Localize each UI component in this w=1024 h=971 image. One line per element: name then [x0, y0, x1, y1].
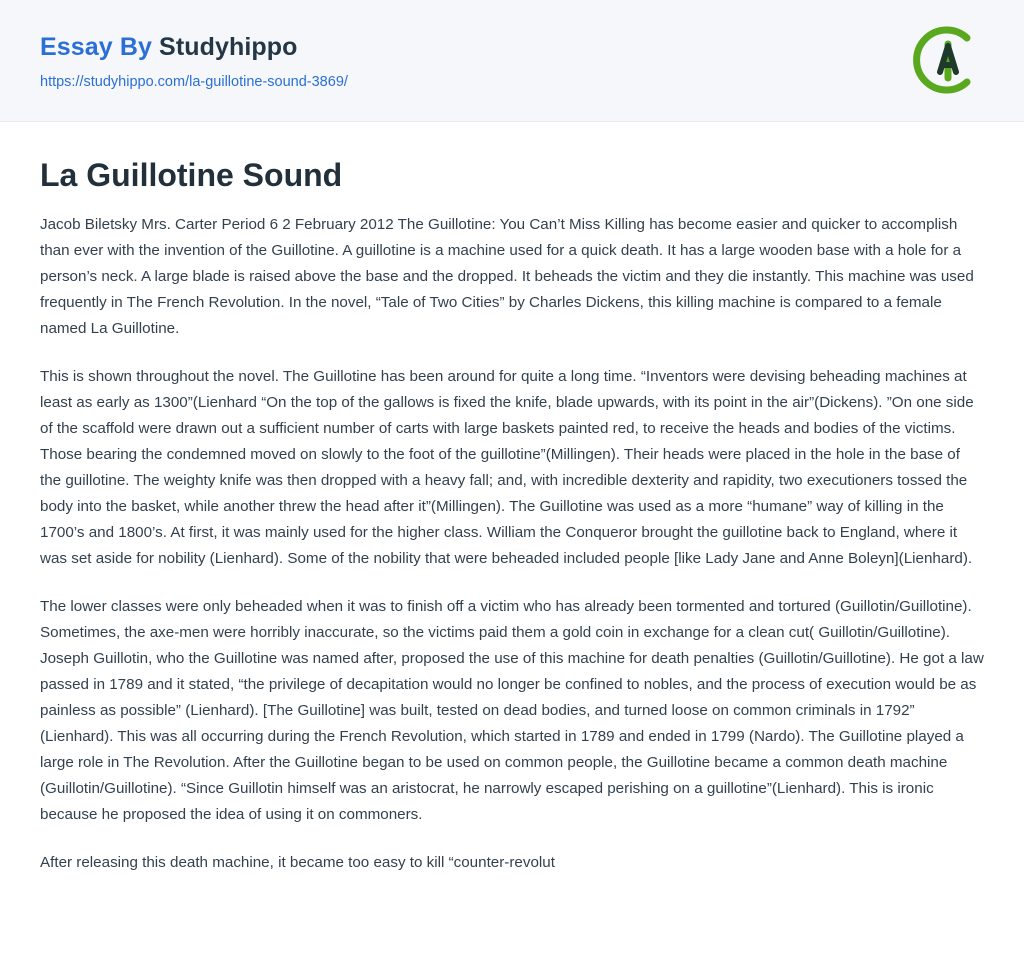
paragraph: The lower classes were only beheaded when it was to finish off a victim who has already been tormented and tortured (Guillotin/Guillotine). Sometimes, the axe-men were horribly inaccurate, so the victims paid them a gold coin in exchange for a clean cut( Guillotin/Guillotine). Joseph Guillotin, who the Guillotine was named after, proposed the use of this machine for death penalties (Guillotin/Guillotine). He got a law passed in 1789 and it stated, “the privilege of decapitation would no longer be confined to nobles, and the process of execution would be as painless as possible” (Lienhard). [The Guillotine] was built, tested on dead bodies, and turned loose on common criminals in 1792” (Lienhard). This was all occurring during the French Revolution, which started in 1789 and ended in 1799 (Nardo). The Guillotine played a large role in The Revolution. After the Guillotine began to be used on common people, the Guillotine became a common death machine (Guillotin/Guillotine). “Since Guillotin himself was an aristocrat, he narrowly escaped perishing on a guillotine”(Lienhard). This is ironic because he proposed the idea of using it on commoners.	[40, 598, 984, 824]
paragraph: Jacob Biletsky Mrs. Carter Period 6 2 February 2012 The Guillotine: You Can’t Miss Killing has become easier and quicker to accomplish than ever with the invention of the Guillotine. A guillotine is a machine used for a quick death. It has a large wooden base with a hole for a person’s neck. A large blade is raised above the base and the dropped. It beheads the victim and they die instantly. This machine was used frequently in The French Revolution. In the novel, “Tale of Two Cities” by Charles Dickens, this killing machine is compared to a female named La Guillotine.	[40, 216, 974, 338]
brand-prefix: Essay By	[40, 33, 160, 61]
paragraph: This is shown throughout the novel. The Guillotine has been around for quite a long time. “Inventors were devising beheading machines at least as early as 1300”(Lienhard “On the top of the gallows is fixed the knife, blade upwards, with its point in the air”(Dickens). ”On one side of the scaffold were drawn out a sufficient number of carts with large baskets painted red, to receive the heads and bodies of the victims. Those bearing the condemned moved on slowly to the foot of the guillotine”(Millingen). Their heads were placed in the hole in the base of the guillotine. The weighty knife was then dropped with a heavy fall; and, with incredible dexterity and rapidity, two executioners tossed the body into the basket, while another threw the head after it”(Millingen). The Guillotine was used as a more “humane” way of killing in the 1700’s and 1800’s. At first, it was mainly used for the higher class. William the Conqueror brought the guillotine back to England, where it was set aside for nobility (Lienhard). Some of the nobility that were beheaded included people [like Lady Jane and Anne Boleyn](Lienhard).	[40, 368, 974, 568]
brand-suffix: Studyhippo	[159, 33, 298, 61]
site-header	[0, 0, 1024, 122]
paragraph: After releasing this death machine, it became too easy to kill “counter-revolut	[40, 854, 555, 872]
source-url-link[interactable]: https://studyhippo.com/la-guillotine-sound-3869/	[40, 73, 348, 90]
brand-title	[40, 34, 984, 62]
document-content	[0, 122, 1024, 876]
page-title: La Guillotine Sound	[40, 157, 343, 193]
circular-a-logo-icon	[910, 22, 986, 98]
